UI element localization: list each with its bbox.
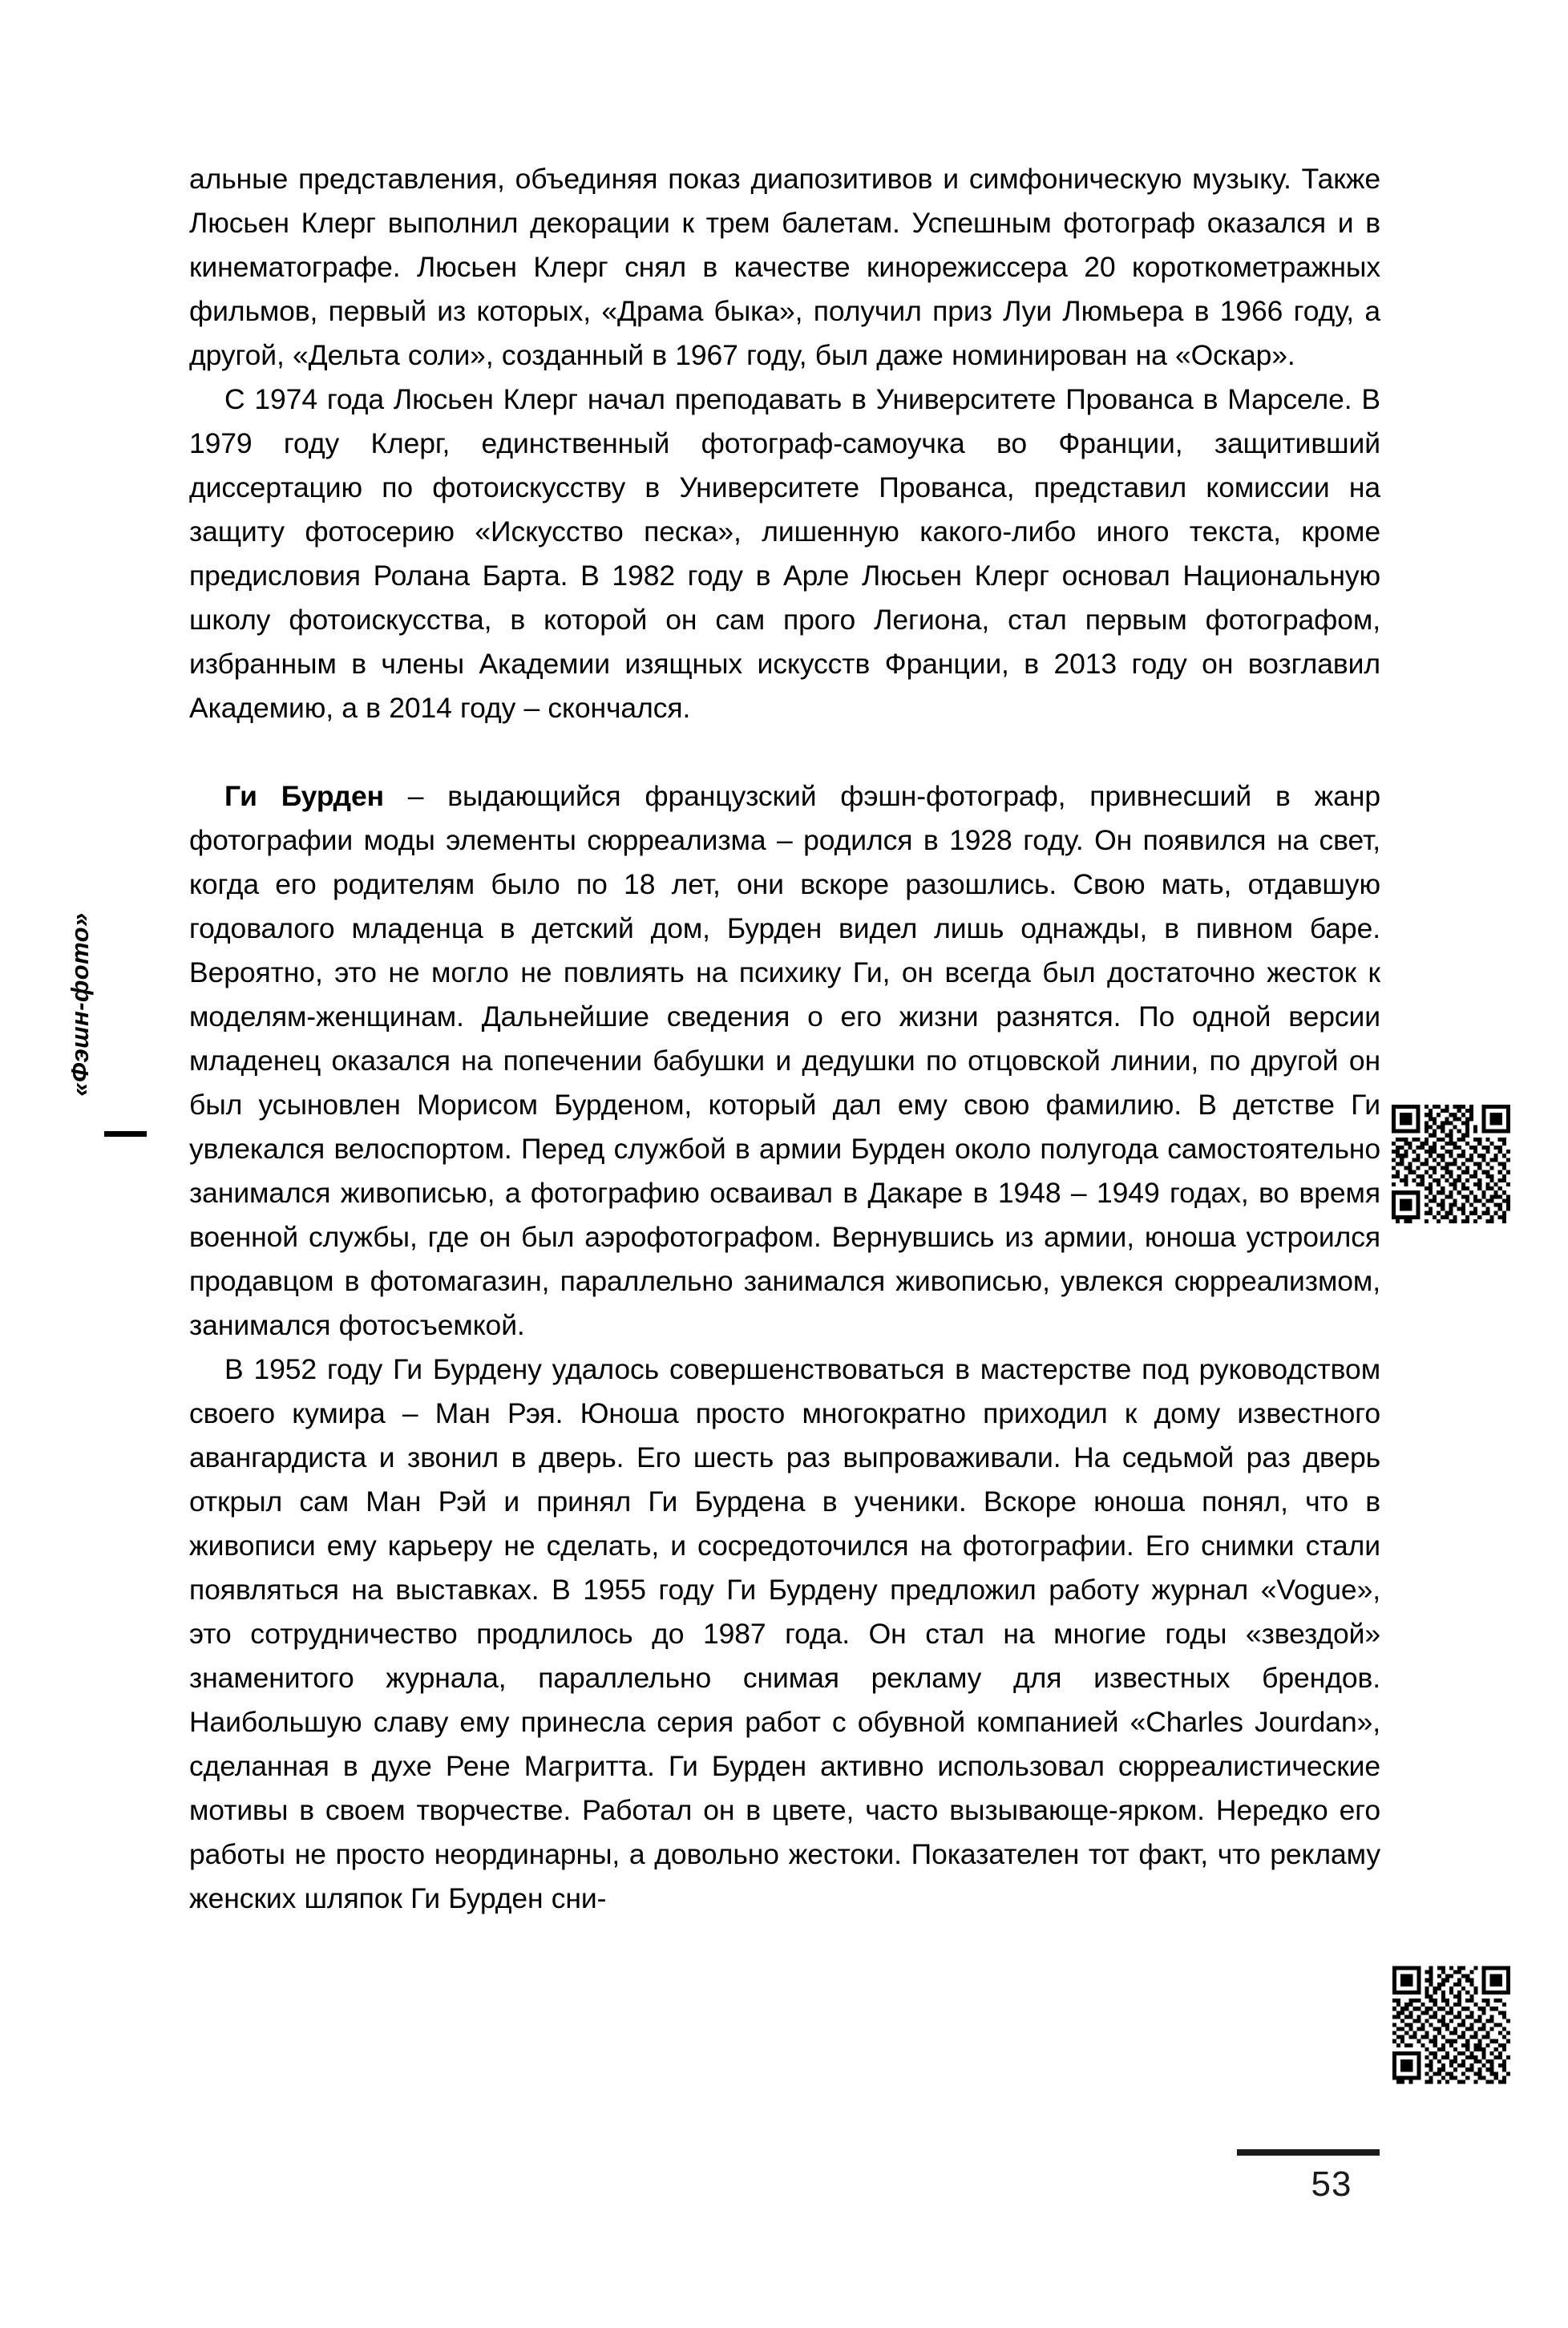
qr-code-icon-lower (1392, 1966, 1510, 2084)
lead-in-name-bourdin: Ги Бурден (224, 780, 384, 812)
paragraph-bourdin-bio-text: – выдающийся французский фэшн-фотограф, привнесший в жанр фотографии моды элементы сюрреализма – родился в 1928 году. Он появился на свет, когда его родителям было по 18 лет, они вскоре разошлись. Свою мать, отдавшую годовалого младенца в детский дом, Бурден видел лишь однажды, в пивном баре. Вероятно, это не могло не повлиять на психику Ги, он всегда был достаточно жесток к моделям-женщинам. Дальнейшие сведения о его жизни разнятся. По одной версии младенец оказался на попечении бабушки и дедушки по отцовской линии, по другой он был усыновлен Морисом Бурденом, который дал ему свою фамилию. В детстве Ги увлекался велоспортом. Перед службой в армии Бурден около полугода самостоятельно занимался живописью, а фотографию осваивал в Дакаре в 1948 – 1949 годах, во время военной службы, где он был аэрофотографом. Вернувшись из армии, юноша устроился продавцом в фотомагазин, параллельно занимался живописью, увлекся сюрреализмом, занимался фотосъемкой. (189, 780, 1380, 1341)
body-text-column (189, 157, 1380, 1921)
paragraph-clergue-cinema: альные представления, объединяя показ диапозитивов и симфоническую музыку. Также Люсьен Клерг выполнил декорации к трем балетам. Успешным фотограф оказался и в кинематографе. Люсьен Клерг снял в качестве кинорежиссера 20 короткометражных фильмов, первый из которых, «Драма быка», получил приз Луи Люмьера в 1966 году, а другой, «Дельта соли», созданный в 1967 году, был даже номинирован на «Оскар». (189, 163, 1380, 371)
paragraph-bourdin-bio (189, 774, 1380, 1348)
page-number: 53 (1311, 2164, 1352, 2204)
paragraph-clergue-teaching: С 1974 года Люсьен Клерг начал преподавать в Университете Прованса в Марселе. В 1979 году Клерг, единственный фотограф-самоучка во Франции, защитивший диссертацию по фотоискусству в Университете Прованса, представил комиссии на защиту фотосерию «Искусство песка», лишенную какого-либо иного текста, кроме предисловия Ролана Барта. В 1982 году в Арле Люсьен Клерг основал Национальную школу фотоискусства, в которой он сам прого Легиона, стал первым фотографом, избранным в члены Академии изящных искусств Франции, в 2013 году он возглавил Академию, а в 2014 году – скончался. (189, 383, 1380, 724)
paragraph-spacer (189, 730, 1380, 774)
side-running-head (0, 878, 184, 1134)
footer-rule-divider (1237, 2149, 1380, 2156)
paragraph-bourdin-career: В 1952 году Ги Бурдену удалось совершенствоваться в мастерстве под руководством своего кумира – Ман Рэя. Юноша просто многократно приходил к дому известного авангардиста и звонил в дверь. Его шесть раз выпроваживали. На седьмой раз дверь открыл сам Ман Рэй и принял Ги Бурдена в ученики. Вскоре юноша понял, что в живописи ему карьеру не сделать, и сосредоточился на фотографии. Его снимки стали появляться на выставках. В 1955 году Ги Бурдену предложил работу журнал «Vogue», это сотрудничество продлилось до 1987 года. Он стал на многие годы «звездой» знаменитого журнала, параллельно снимая рекламу для известных брендов. Наибольшую славу ему принесла серия работ с обувной компанией «Charles Jourdan», сделанная в духе Рене Магритта. Ги Бурден активно использовал сюрреалистические мотивы в своем творчестве. Работал он в цвете, часто вызывающе-ярком. Нередко его работы не просто неординарны, а довольно жестоки. Показателен тот факт, что рекламу женских шляпок Ги Бурден сни- (189, 1353, 1380, 1914)
side-rule-divider (104, 1131, 147, 1137)
qr-code-icon-upper (1392, 1105, 1510, 1223)
side-running-head-label: «Фэшн-фото» (66, 912, 94, 1097)
